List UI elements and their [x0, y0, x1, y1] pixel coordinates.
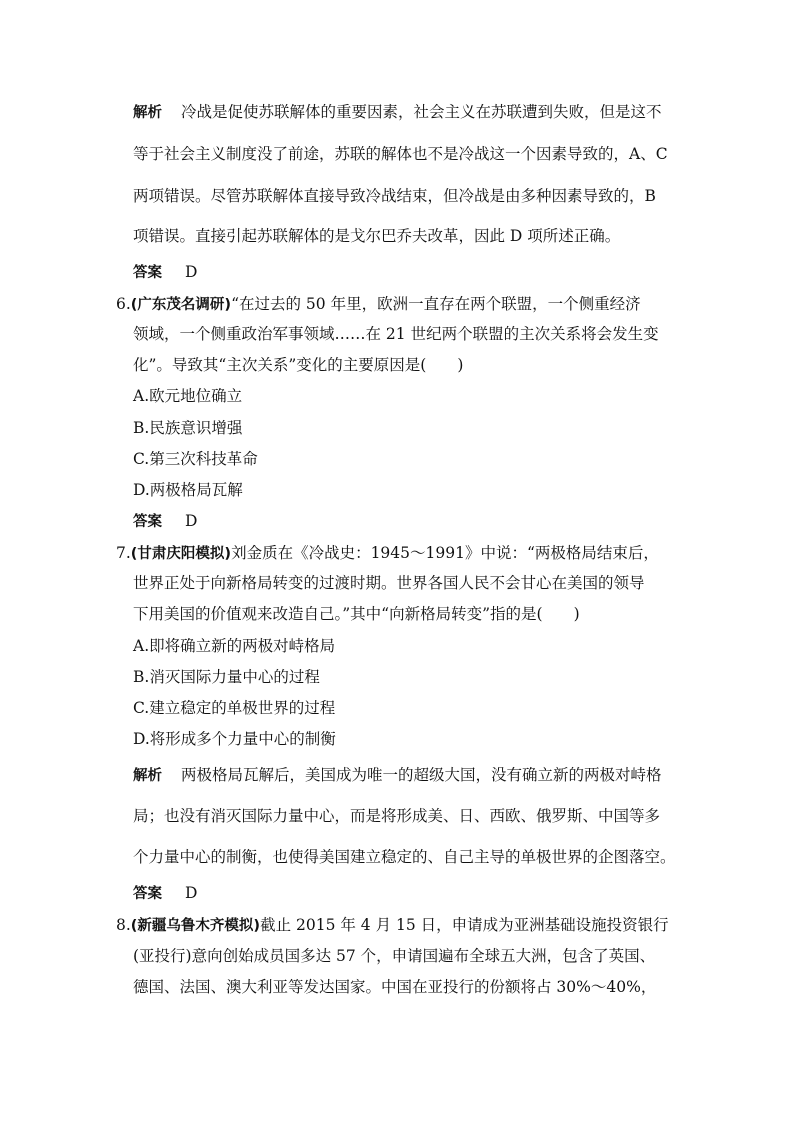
answer-value: D: [184, 884, 198, 902]
q7-line-1: 7.(甘肃庆阳模拟)刘金质在《冷战史：1945～1991》中说：“两极格局结束后，: [116, 544, 659, 562]
analysis-label: 解析: [133, 768, 162, 784]
q8-line-1: 8.(新疆乌鲁木齐模拟)截止 2015 年 4 月 15 日，申请成为亚洲基础设施投资银行: [116, 916, 669, 934]
answer-line: [133, 262, 197, 283]
answer-label: 答案: [133, 514, 162, 530]
q8-source: (新疆乌鲁木齐模拟): [130, 918, 261, 934]
answer-label: 答案: [133, 265, 162, 281]
q7-analysis-line-3: 个力量中心的制衡，也使得美国建立稳定的、自己主导的单极世界的企图落空。: [133, 848, 676, 866]
q7-answer: [133, 883, 197, 904]
q7-option-c: C.建立稳定的单极世界的过程: [133, 699, 336, 717]
q6-option-c: C.第三次科技革命: [133, 450, 258, 468]
analysis-label: 解析: [133, 105, 162, 121]
analysis-line-4: 项错误。直接引起苏联解体的是戈尔巴乔夫改革，因此 D 项所述正确。: [133, 227, 621, 245]
answer-value: D: [184, 512, 198, 530]
q6-option-d: D.两极格局瓦解: [133, 481, 243, 499]
analysis-line-1: 解析 冷战是促使苏联解体的重要因素，社会主义在苏联遭到失败，但是这不: [133, 103, 662, 121]
analysis-line-3: 两项错误。尽管苏联解体直接导致冷战结束，但冷战是由多种因素导致的，B: [133, 187, 656, 205]
q6-option-b: B.民族意识增强: [133, 419, 243, 437]
q7-option-a: A.即将确立新的两极对峙格局: [133, 637, 336, 655]
q6-source: (广东茂名调研): [130, 297, 232, 313]
q8-line-2: (亚投行)意向创始成员国多达 57 个，申请国遍布全球五大洲，包含了英国、: [133, 947, 656, 965]
q6-option-a: A.欧元地位确立: [133, 387, 243, 405]
q7-option-d: D.将形成多个力量中心的制衡: [133, 730, 336, 748]
q7-option-b: B.消灭国际力量中心的过程: [133, 668, 320, 686]
q6-line-1: 6.(广东茂名调研)“在过去的 50 年里，欧洲一直存在两个联盟，一个侧重经济: [116, 295, 641, 313]
q7-analysis-line-1: 解析 两极格局瓦解后，美国成为唯一的超级大国，没有确立新的两极对峙格: [133, 766, 662, 784]
q7-number: 7.: [116, 544, 131, 562]
q6-number: 6.: [116, 295, 131, 313]
q8-number: 8.: [116, 916, 131, 934]
q7-line-3: 下用美国的价值观来改造自己。”其中“向新格局转变”指的是( ): [133, 605, 580, 623]
q7-source: (甘肃庆阳模拟): [130, 546, 232, 562]
answer-label: 答案: [133, 886, 162, 902]
q6-answer: [133, 511, 197, 532]
q6-line-2: 领域，一个侧重政治军事领域……在 21 世纪两个联盟的主次关系将会发生变: [133, 325, 659, 343]
answer-value: D: [184, 263, 198, 281]
q6-line-3: 化”。导致其“主次关系”变化的主要原因是( ): [133, 356, 464, 374]
q8-line-3: 德国、法国、澳大利亚等发达国家。中国在亚投行的份额将占 30%～40%，: [133, 978, 657, 996]
q7-line-2: 世界正处于向新格局转变的过渡时期。世界各国人民不会甘心在美国的领导: [133, 574, 645, 592]
analysis-line-2: 等于社会主义制度没了前途，苏联的解体也不是冷战这一个因素导致的，A、C: [133, 145, 668, 163]
q7-analysis-line-2: 局；也没有消灭国际力量中心，而是将形成美、日、西欧、俄罗斯、中国等多: [133, 807, 661, 825]
